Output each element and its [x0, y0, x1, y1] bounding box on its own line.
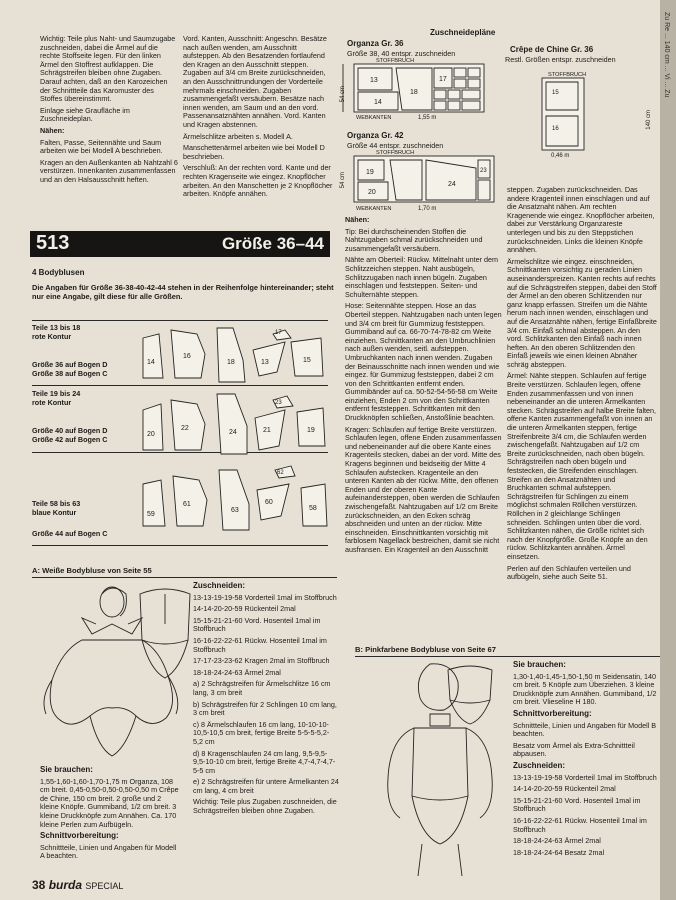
model-a-z4: 16-16-22-22-61 Rückw. Hosenteil 1mal im Stoffbruch [193, 635, 327, 654]
model-a-z8: b) Schrägstreifen für 2 Schlingen 10 cm lang, 3 cm breit [193, 699, 337, 718]
back-bottom [142, 640, 188, 678]
page-number: 38 [32, 878, 46, 892]
model-b-text [513, 661, 659, 860]
model-a-z9: c) 8 Ärmelschlaufen 16 cm lang, 10-10-10-10,5-10,5 cm breit, fertige Breite 5-5-5-5,2-5,2 cm [193, 719, 330, 746]
wichtig-text: Wichtig: Teile plus Naht- und Saumzugabe zuschneiden, dabei die Ärmel auf die rechte Stoffseite legen. Für den linken Ärmel den Stoffrest aufklappen. Die Schrägstreifen bleiben ohne Zugaben. Darauf achten, daß an den Karozeichen der Schnittteile das Karomuster des Stoffes übereinstimmt. [40, 34, 176, 104]
model-a-sie: 1,55-1,60-1,60-1,70-1,75 m Organza, 108 cm breit. 0,45-0,50-0,50-0,50-0,50 m Crêpe de Chine, 150 cm breit. 2 große und 2 kleine Knöpfe. Gummiband, 1/2 cm breit. 3 kleine Druckknöpfe zum Annähen. Ca. 170 kleine Perlen zum Aufbügeln. [40, 776, 179, 829]
model-b-sie-heading: Sie brauchen: [513, 660, 566, 669]
model-b-back-view [440, 660, 500, 730]
piece-d1 [454, 68, 466, 77]
piece-c2 [448, 90, 460, 99]
model-a-z11: e) 2 Schrägstreifen für untere Ärmelkanten 24 cm lang, 4 cm breit [193, 777, 339, 795]
model-b-zus-heading: Zuschneiden: [513, 760, 566, 770]
piece-c1 [434, 90, 446, 99]
p17: 17 [275, 330, 282, 336]
manschetten-text: Manschettenärmel arbeiten wie bei Modell D beschrieben. [183, 143, 325, 161]
p14: 14 [147, 359, 155, 366]
model-a-materials [40, 766, 180, 864]
right-aermelschlitze: Ärmelschlitze wie eingez. einschneiden, Schnittkanten vorsichtig zu geraden Linien auseinanderspreizen. Kanten rechts auf rechts auf die Schrägstreifen steppen, dabei den Stoff der Ärmel an den oberen Schlitzenden nur ganz knapp erfassen. Streifen um die Nähte herum nach innen wenden, einschlagen und auf die Ansatznähte nähen, fertige Einfaßbreite 3/4 cm. Einfaß schmal absteppen. An den vord. Schlitzkanten den Einfaß nach innen heften. An den oberen Schlitzenden den Einfaß jeweils wie einen kleinen Abnäher schräg absteppen. [507, 256, 657, 369]
height-label-42: 54 cm [340, 172, 346, 189]
label-15: 15 [552, 90, 559, 96]
p20: 20 [147, 431, 155, 438]
section-bar [30, 231, 330, 257]
label-19: 19 [366, 169, 374, 176]
model-a-z2: 14-14-20-20-59 Rückenteil 2mal [193, 604, 296, 614]
sewing-notes [183, 35, 333, 202]
model-b-besatz: Besatz vom Ärmel als Extra-Schnittteil abpausen. [513, 740, 635, 759]
organza36-sub: Größe 38, 40 entspr. zuschneiden [347, 49, 456, 58]
model-b-z4: 16-16-22-22-61 Rückw. Hosenteil 1mal im Stoffbruch [513, 815, 647, 834]
p23: 23 [275, 400, 282, 406]
piece-13 [253, 342, 285, 376]
rule-4 [32, 545, 328, 546]
width-label: 1,55 m [418, 115, 437, 121]
row2-b: rote Kontur [32, 398, 72, 407]
model-a-vor: Schnittteile, Linien und Angaben für Modell A beachten. [40, 842, 177, 861]
right-top: steppen. Zugaben zurückschneiden. Das andere Kragenteil innen einschlagen und auf die Ansatznaht nähen. Am rechten Kragenende wie eingez. Knopflöcher arbeiten, dabei zur Verstärkung Organzareste unterlegen und bis zu den Steppstichen zurückschneiden. Links die kleinen Knöpfe annähen. [507, 185, 655, 255]
p59: 59 [147, 511, 155, 518]
einlage-text: Einlage siehe Graufläche im Zuschneideplan. [40, 105, 130, 124]
p62: 62 [277, 470, 284, 476]
bodysuit-bottom [412, 796, 468, 844]
stoffbruch-label: STOFFBRUCH [376, 58, 415, 64]
back-top [448, 666, 492, 703]
mid-kragen: Kragen: Schlaufen auf fertige Breite verstürzen. Schlaufen legen, offene Enden zusammenfassen und nebeneinander auf die obere Kante eines Kragenteils stecken, dabei an der vord. Mitte des Kragens beginnen und beidseitig der Mitte 4 Schlaufen aufstecken. Kragenteile an den unteren Kanten ab der rückw. Mitte, den offenen Enden und der oberen Kante aufeinandersteppen, oben werden die Schlaufen zwischengefaßt. Nahtzugaben auf 1/2 cm Breite zurückschneiden, an den Ecken schräg abschneiden und unten an der rückw. Mitte einschneiden. Einschnittkanten vorsichtig mit farblosem Nagellack bestreichen, damit sie nicht ausfransen. Ein Kragenteil an den Ausschnitt [345, 424, 502, 554]
crepe-title: Crêpe de Chine Gr. 36 [510, 45, 594, 54]
model-b-z5: 18-18-24-24-63 Ärmel 2mal [513, 836, 601, 846]
brand-name: burda [48, 878, 83, 892]
p24: 24 [229, 429, 237, 436]
crepe-height: 140 cm [646, 110, 652, 130]
p60: 60 [265, 499, 273, 506]
piece-c3 [434, 101, 446, 110]
page-footer [32, 878, 123, 893]
piece-c [478, 180, 490, 200]
piece-15 [546, 82, 578, 110]
plans-title: Zuschneidepläne [430, 28, 496, 37]
label-14: 14 [374, 99, 382, 106]
model-b-z3: 15-15-21-21-60 Vord. Hosenteil 1mal im Stoffbruch [513, 795, 641, 814]
blouse-body [412, 728, 468, 800]
intro-notes [40, 35, 178, 188]
piece-16 [546, 116, 578, 146]
organza42-title: Organza Gr. 42 [347, 131, 404, 140]
piece-18 [217, 328, 245, 382]
naehen-heading: Nähen: [40, 125, 65, 135]
piece-a [462, 90, 480, 99]
piece-20 [143, 404, 163, 450]
brand-special: SPECIAL [85, 881, 124, 891]
rule-a [32, 577, 337, 578]
model-a-sie-heading: Sie brauchen: [40, 765, 93, 774]
webkanten-label: WEBKANTEN [356, 115, 392, 121]
row1-d: Größe 38 auf Bogen C [32, 369, 108, 378]
falten-text: Falten, Passe, Seitennähte und Saum arbeiten wie bei Modell A beschrieben. [40, 137, 163, 156]
row1-b: rote Kontur [32, 332, 72, 341]
model-b-z6: 18-18-24-24-64 Besatz 2mal [513, 847, 605, 857]
p61: 61 [183, 501, 191, 508]
model-a-z10: d) 8 Kragenschlaufen 24 cm lang, 9,5-9,5-9,5-10-10 cm breit, fertige Breite 4,7-4,7-4,7-5-5 cm [193, 748, 336, 775]
model-b-vor-heading: Schnittvorbereitung: [513, 708, 592, 718]
row2-a: Teile 19 bis 24 [32, 389, 81, 398]
height-label: 54 cm [340, 86, 346, 103]
piece-d2 [468, 68, 480, 77]
organza36-title: Organza Gr. 36 [347, 39, 404, 48]
model-a-zus-heading: Zuschneiden: [193, 581, 246, 590]
kragen-text: Kragen an den Außenkanten ab Nahtzahl 6 verstürzen. Innenkanten zusammenfassen und an den Halsausschnitt heften. [40, 157, 178, 184]
bodysuit-bottom [90, 716, 136, 756]
piece-59 [143, 480, 165, 526]
section-number: 513 [36, 232, 70, 254]
model-a-z3: 15-15-21-21-60 Vord. Hosenteil 1mal im Stoffbruch [193, 615, 321, 634]
label-20: 20 [368, 189, 376, 196]
section-size: Größe 36–44 [221, 234, 324, 253]
right-perlen: Perlen auf den Schlaufen verteilen und aufbügeln, siehe auch Seite 51. [507, 563, 631, 582]
legs [418, 844, 462, 876]
model-a-heading: A: Weiße Bodybluse von Seite 55 [32, 566, 152, 575]
label-17: 17 [439, 76, 447, 83]
model-a-z5: 17-17-23-23-62 Kragen 2mal im Stoffbruch [193, 656, 330, 666]
row2-d: Größe 42 auf Bogen C [32, 435, 108, 444]
width-label-42: 1,70 m [418, 206, 437, 212]
model-b-vor: Schnittteile, Linien und Angaben für Modell B beachten. [513, 720, 657, 739]
crepe-width: 0,46 m [551, 153, 570, 159]
piece-63 [219, 470, 249, 530]
model-b-z2: 14-14-20-20-59 Rückenteil 2mal [513, 784, 616, 794]
edge-text: Zu Re ... 140 cm ... Vi ... Zu [663, 12, 670, 98]
label-16: 16 [552, 126, 559, 132]
row3-c: Größe 44 auf Bogen C [32, 529, 108, 538]
piece-24 [390, 160, 422, 200]
crepe-sub: Restl. Größen entspr. zuschneiden [505, 55, 616, 64]
model-a-back-view [130, 580, 200, 690]
webkanten-label-42: WEBKANTEN [356, 206, 392, 212]
kanten-text: Vord. Kanten, Ausschnitt: Angeschn. Besätze nach außen wenden, am Ausschnitt aufsteppen. Ab den Besatzenden fortlaufend den Kragen an den Ausschnitt steppen. Zugaben auf 3/4 cm Breite zurückschneiden, an den Ausschnittrundungen der Vorderteile mehrmals einschneiden. Zugaben zusammengefaßt versäubern. Besätze nach innen wenden, am Saum und an den vord. Passenansatznähten annähen. Vord. Kanten und Kragen abstennen. [183, 34, 327, 129]
p21: 21 [263, 427, 271, 434]
p19: 19 [307, 427, 315, 434]
pattern-pieces [135, 320, 335, 545]
model-a-cutting [193, 582, 339, 819]
rule-b [355, 656, 660, 657]
p16: 16 [183, 353, 191, 360]
cutting-plan-crepe [528, 68, 598, 160]
label-13: 13 [370, 77, 378, 84]
label-18: 18 [410, 89, 418, 96]
section-intro: Die Angaben für Größe 36-38-40-42-44 stehen in der Reihenfolge hintereinander; steht nur eine Angabe, gilt diese für alle Größen. [32, 283, 334, 301]
model-a-z6: 18-18-24-24-63 Ärmel 2mal [193, 667, 281, 677]
model-b-z1: 13-13-19-19-58 Vorderteil 1mal im Stoffbruch [513, 772, 657, 782]
right-column [507, 186, 657, 585]
p22: 22 [181, 425, 189, 432]
p18: 18 [227, 359, 235, 366]
sleeves [388, 728, 493, 818]
model-b-sie: 1,30-1,40-1,45-1,50-1,50 m Seidensatin, 140 cm breit. 5 Knöpfe zum Überziehen. 3 kleine Druckknöpfe zum Annähen. Gummiband, 1/2 cm breit. Vlieseline H 180. [513, 671, 657, 707]
model-a-wichtig: Wichtig: Teile plus Zugaben zuschneiden, die Schrägstreifen bleiben ohne Zugaben. [193, 797, 337, 816]
label-23: 23 [480, 168, 487, 174]
mid-naehen-heading: Nähen: [345, 215, 370, 224]
piece-14 [143, 334, 163, 378]
model-a-z7: a) 2 Schrägstreifen für Ärmelschlitze 16 cm lang, 3 cm breit [193, 679, 331, 697]
model-a-vor-heading: Schnittvorbereitung: [40, 831, 119, 841]
piece-e [462, 101, 480, 110]
row1-a: Teile 13 bis 18 [32, 323, 81, 332]
middle-column [345, 216, 503, 558]
head [100, 587, 124, 617]
organza42-sub: Größe 44 entspr. zuschneiden [347, 141, 444, 150]
schlitze-text: Ärmelschlitze arbeiten s. Modell A. [183, 131, 293, 141]
stoffbruch-label-42: STOFFBRUCH [376, 150, 415, 156]
back-bottom [450, 700, 490, 724]
piece-d3 [454, 79, 466, 88]
model-b-heading: B: Pinkfarbene Bodybluse von Seite 67 [355, 645, 496, 654]
verschluss-text: Verschluß: An der rechten vord. Kante und der rechten Kragenseite wie eingez. Knopflöcher arbeiten. An den Manschetten je 2 Knopflöcher arbeiten. Knöpfe annähen. [183, 163, 333, 199]
p15: 15 [303, 357, 311, 364]
piece-d4 [468, 79, 480, 88]
mid-tip: Tip: Bei durchscheinenden Stoffen die Nahtzugaben schmal zurückschneiden und zusammengefaßt versäubern. [345, 226, 483, 253]
row3-a: Teile 58 bis 63 [32, 499, 81, 508]
piece-60 [257, 484, 289, 520]
right-aermel: Ärmel: Nähte steppen. Schlaufen auf fertige Breite verstürzen. Schlaufen legen, offene Enden zusammenfassen und von innen nebeneinander an die unteren Ärmelkanten stecken. Schrägstreifen auf halbe Breite falten, offene Kanten zusammengefaßt von innen an die unteren Ärmelkanten steppen, fertige Streifenbreite 3/4 cm, die Schlaufen werden zwischengefaßt. Nahtzugaben auf 1/2 cm Breite zurückschneiden, nach oben bügeln. Schrägstreifen nach oben bügeln und feststecken, die Streifenden einschlagen. Streifen an den Ansatznähten und Bruchkanten schmal aufsteppen. Schrägstreifen für Schlingen zu einem möglichst schmalen Röllchen verstürzen. Röllchen in 2 gleichlange Schlingen schneiden. Schlingen unten über die vord. Schlitzkanten nähen, die Größe richtet sich nach der Knopfgröße. Große Knöpfe an den rückw. Schlitzkanten annähen. Ärmel einsetzen. [507, 371, 657, 561]
p13: 13 [261, 359, 269, 366]
row1-c: Größe 36 auf Bogen D [32, 360, 108, 369]
row2-c: Größe 40 auf Bogen D [32, 426, 108, 435]
label-24: 24 [448, 181, 456, 188]
facing-page-edge [660, 0, 676, 900]
mid-oberteil: Nähte am Oberteil: Rückw. Mittelnaht unter dem Schlitzzeichen steppen. Naht ausbügeln, Schlitzzugaben nach innen bügeln. Zugaben einschlagen und feststeppen. Seiten- und Schulternähte steppen. [345, 255, 499, 299]
p63: 63 [231, 507, 239, 514]
mid-hose: Hose: Seitennähte steppen. Hose an das Oberteil steppen. Nahtzugaben nach unten legen und 3/4 cm breit für Gummizug feststeppen. Gummiband auf ca. 66-70-74-78-82 cm Weite einziehen. Schnittkanten an den Umbruchlinien nach außen wenden, seitl. aufsteppen. Umbruchkanten nach innen wenden. Zugaben der Beinausschnitte nach innen wenden und wie eingez. für Gummizug feststeppen, dabei 2 cm von den Schrittkanten entfernt enden. Gummibänder auf ca. 50-52-54-56-58 cm Weite einziehen, Enden 2 cm von den Schrittkanten entfernt feststeppen. Schrittkanten mit den Druckknöpfen schließen, Anstoßlinie beachten. [345, 301, 502, 423]
model-a-z1: 13-13-19-19-58 Vorderteil 1mal im Stoffbruch [193, 592, 337, 602]
row3-b: blaue Kontur [32, 508, 77, 517]
piece-c4 [448, 101, 460, 110]
p58: 58 [309, 505, 317, 512]
piece-24 [217, 394, 247, 454]
hair [102, 588, 126, 616]
crepe-stoffbruch: STOFFBRUCH [548, 72, 587, 78]
section-title: 4 Bodyblusen [32, 268, 85, 277]
